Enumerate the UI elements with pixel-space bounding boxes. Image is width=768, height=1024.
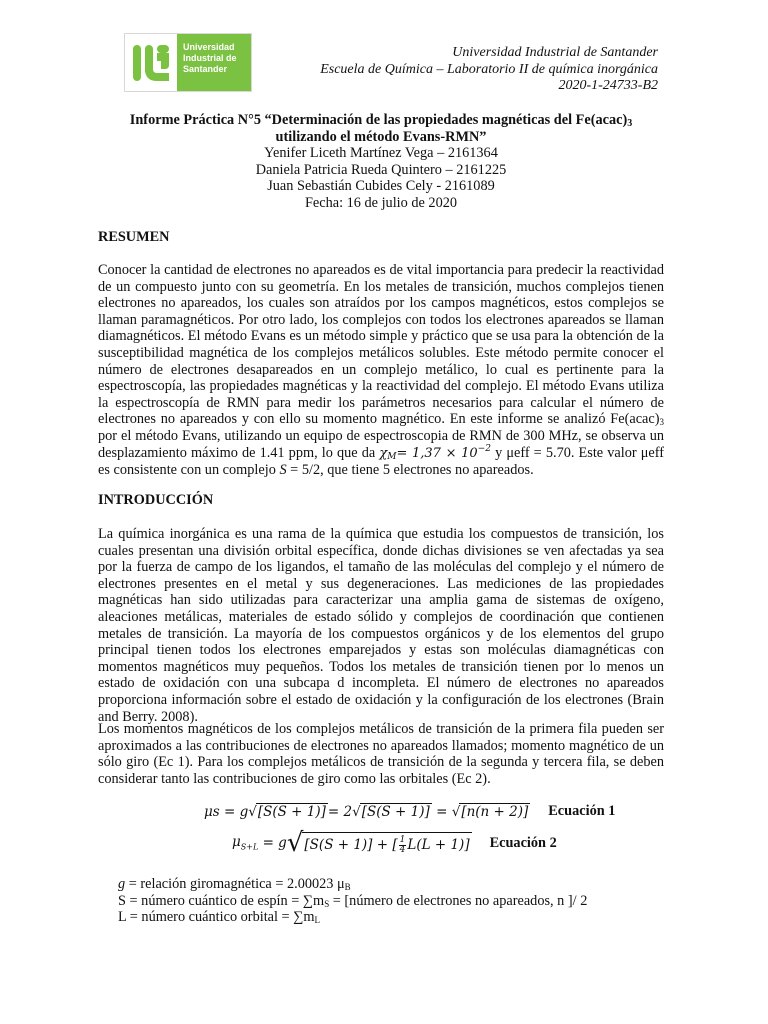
eq2-lhs: $\mu_{S+L}$ <box>232 834 259 852</box>
eq2-equals: = g <box>258 835 287 851</box>
university-logo <box>124 33 252 92</box>
header-university: Universidad Industrial de Santander <box>452 45 658 60</box>
intro-paragraph-1: La química inorgánica es una rama de la química que estudia los compuestos de transición, los cuales presentan una división orbital específica, donde dichas divisiones se ven afectadas ya sea por la fuerza de campo de los ligandos, el tamaño de las moléculas del complejo y el número de electrones presentes en el metal y sus degeneraciones. Las mediciones de las propiedades magnéticas han sido utilizadas para caracterizar una amplia gama de sistemas de oxígeno, aleaciones metálicas, materiales de estado sólido y complejos de coordinación que contienen metales de transición. La mayoría de los compuestos orgánicos y de los elementos del grupo principal tienen todos los electrones emparejados y estas son moléculas diamagnéticas con momentos magnéticos muy pequeños. Todos los metales de transición tienen por lo menos un estado de oxidación con una subcapa d incompleta. El número de electrones no apareados proporciona información sobre el estado de oxidación y la configuración de los electrones (Brain and Berry. 2008). <box>98 526 664 725</box>
eq2-fraction: $\frac{1}{4}$ <box>399 834 406 855</box>
author: Yenifer Liceth Martínez Vega – 2161364 <box>264 145 498 161</box>
resumen-heading: RESUMEN <box>98 229 170 245</box>
logo-wordmark <box>177 34 251 91</box>
uis-logo-mark <box>125 34 177 91</box>
eq1-radical-2: [S(S + 1)] <box>361 804 430 820</box>
equation-1: μs = g √ [S(S + 1)] = 2 √ [S(S + 1)] = √ [n(n + 2)] Ecuación 1 <box>204 803 616 820</box>
equation-2: $\mu_{S+L}$ = g √ [S(S + 1)] + [ $\frac{1}{4}$ L(L + 1)] Ecuación 2 <box>232 828 557 858</box>
variable-definitions <box>118 876 587 926</box>
report-title-line1: Informe Práctica N°5 “Determinación de las propiedades magnéticas del $Fe(acac)_3$ <box>129 112 633 129</box>
logo-line: Santander <box>183 64 228 74</box>
definition-s: S = número cuántico de espín = $\sum m_S$ = [número de electrones no apareados, n ]/ 2 <box>118 892 588 909</box>
definition-l: L = número cuántico orbital = $\sum m_L$ <box>118 909 321 926</box>
eq1-radical-1: [S(S + 1)] <box>257 804 326 820</box>
header-school: Escuela de Química – Laboratorio II de química inorgánica <box>320 61 658 77</box>
report-date: Fecha: 16 de julio de 2020 <box>304 194 458 211</box>
eq1-lhs: μs = g <box>204 803 249 820</box>
report-title-line2: utilizando el método Evans-RMN” <box>275 128 487 145</box>
eq1-equals: = <box>431 803 452 820</box>
uis-logo-icon <box>129 39 173 87</box>
intro-paragraph-2: Los momentos magnéticos de los complejos metálicos de transición de la primera fila pueden ser aproximados a las contribuciones de electrones no apareados llamados; momento magnético de un sólo giro (Ec 1). Para los complejos metálicos de transición de la segunda y tercera fila, se deben considerar tanto las contribuciones de giro como las orbitales (Ec 2). <box>98 721 664 787</box>
document-header <box>320 45 658 95</box>
title-block <box>98 112 664 211</box>
eq1-radical-3: [n(n + 2)] <box>461 804 529 820</box>
resumen-text: Conocer la cantidad de electrones no apareados es de vital importancia para predecir la reactividad de un compuesto junto con su geometría. En los metales de transición, muchos complejos tienen electrones no apareados, los cuales son atraídos por los campos magnéticos, estos complejos se llaman paramagnéticos. Por otro lado, los complejos con todos los electrones apareados se llaman diamagnéticos. El método Evans es un método simple y práctico que se usa para la obtención de la susceptibilidad magnética de los complejos metálicos solubles. Este método permite conocer el número de electrones desapareados en un complejo metálico, lo cual es pertinente para la espectroscopía, las propiedades magnéticas y la reactividad del complejo. El método Evans utiliza la espectroscopía de RMN para medir los parámetros necesarios para calcular el número de electrones no apareados y con ello su momento magnético. En este informe se analizó $Fe(acac)_3$ por el método Evans, utilizando un equipo de espectroscopia de RMN de 300 MHz, se observa un desplazamiento máximo de 1.41 ppm, lo que da $\chi_M= 1,37 \times 10^{-2}$ y μeff = 5.70. Este valor μeff es consistente con un complejo S = 5/2, que tiene 5 electrones no apareados. <box>98 262 664 479</box>
author: Daniela Patricia Rueda Quintero – 2161225 <box>255 161 507 178</box>
eq1-mid: = 2 <box>327 803 353 820</box>
logo-line: Universidad <box>183 42 235 52</box>
logo-line: Industrial de <box>183 53 237 63</box>
eq1-label: Ecuación 1 <box>548 803 616 819</box>
header-code: 2020-1-24733-B2 <box>558 78 658 93</box>
introduccion-heading: INTRODUCCIÓN <box>98 492 214 508</box>
author: Juan Sebastián Cubides Cely - 2161089 <box>267 178 495 194</box>
eq2-radical: [S(S + 1)] + [ $\frac{1}{4}$ L(L + 1)] <box>302 832 471 855</box>
eq2-label: Ecuación 2 <box>489 834 557 851</box>
definition-g: g = relación giromagnética = 2.00023 $\mu_B$ <box>118 876 351 892</box>
